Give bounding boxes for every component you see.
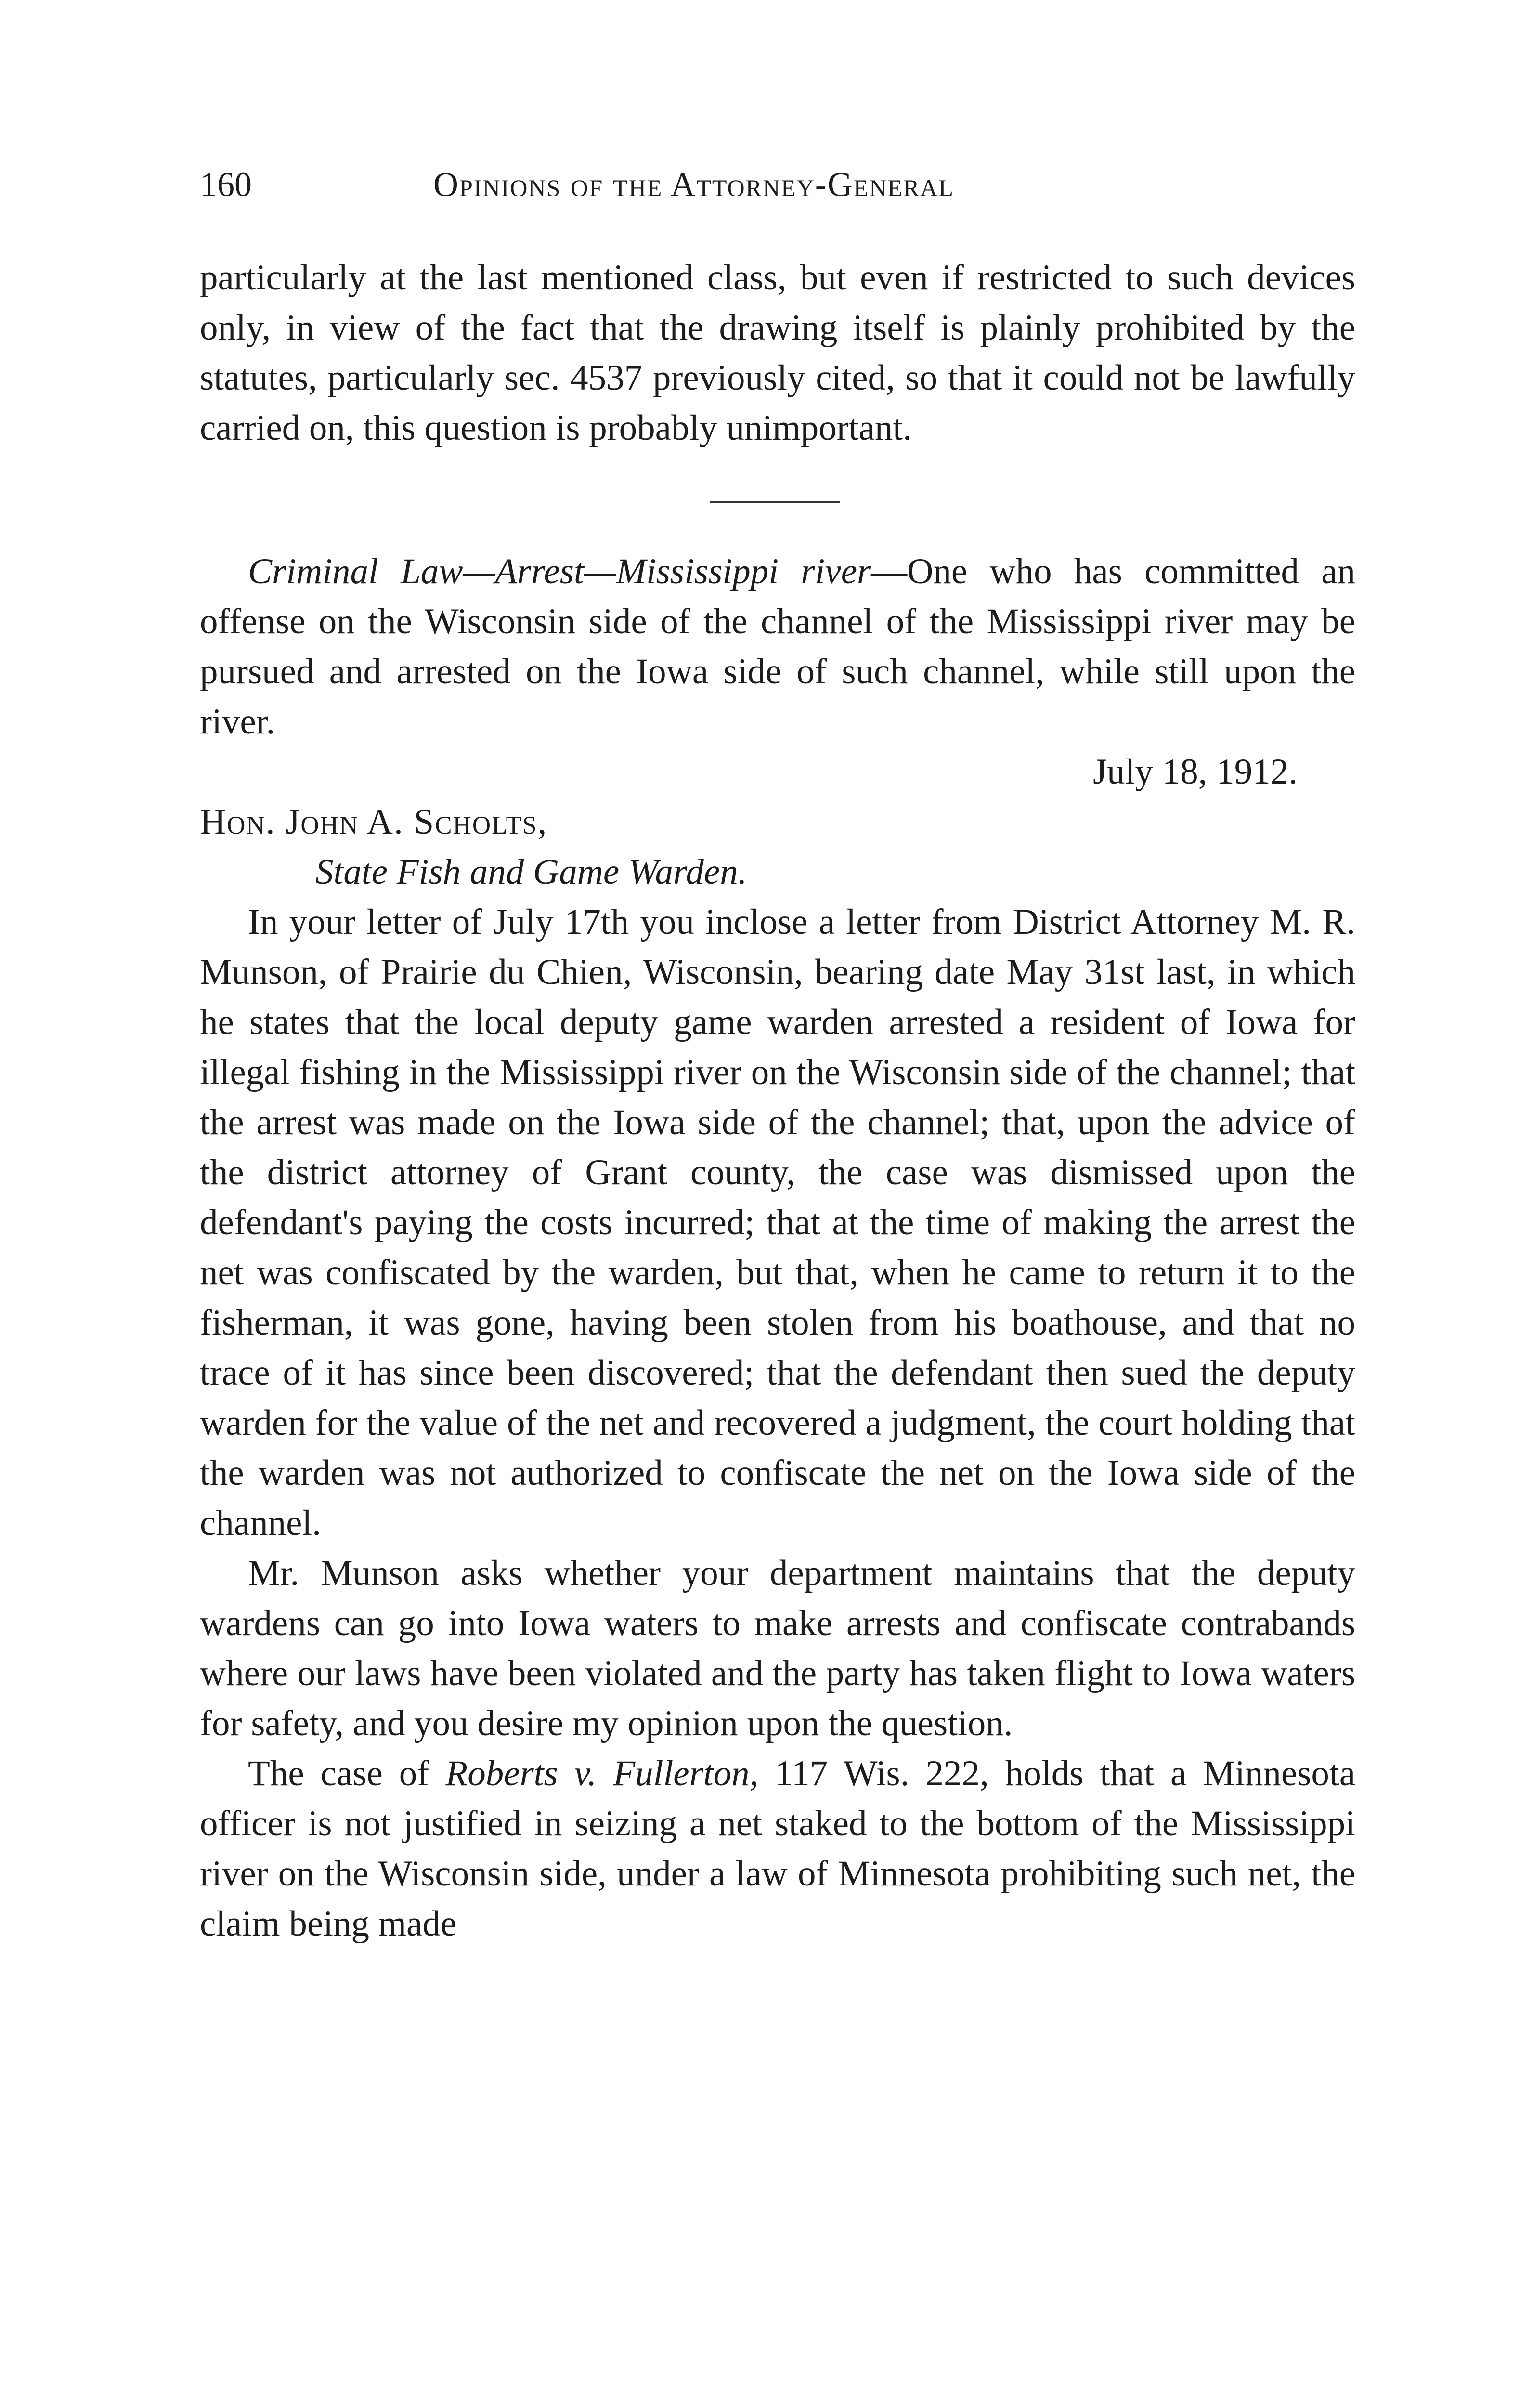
syllabus-text: —One who has committed an offense on the Wisconsin side of the channel of the Mississippi river may be pursued and arrested on the Iowa side of such channel, while still upon the river. [200,551,1355,742]
paragraph-3-rest: 117 Wis. 222, holds that a Minnesota officer is not justified in seizing a net staked to the bottom of the Mississippi river on the Wisconsin side, under a law of Minnesota prohibiting such net, the claim being made [200,1754,1355,1944]
body-paragraph-2: Mr. Munson asks whether your department maintains that the deputy wardens can go into Iowa waters to make arrests and confiscate contrabands where our laws have been violated and the party has taken flight to Iowa waters for safety, and you desire my opinion upon the question. [200,1553,1355,1743]
case-citation: Roberts v. Fullerton, [445,1754,759,1793]
paragraph-3-lead: The case of [248,1754,446,1793]
page-number: 160 [200,165,252,204]
addressee-name: Hon. John A. Scholts, [200,802,548,842]
syllabus-heading: Criminal Law—Arrest—Mississippi river [248,551,871,591]
body-paragraph-3 [200,1749,1355,1949]
section-divider [710,501,840,503]
running-head: Opinions of the Attorney-General [433,165,954,204]
continuation-paragraph: particularly at the last mentioned class, but even if restricted to such devices only, in view of the fact that the drawing itself is plainly prohibited by the statutes, particularly sec. 4537 previously cited, so that it could not be lawfully carried on, this question is probably unimportant. [200,258,1355,448]
page-body [200,253,1355,1949]
letter-date: July 18, 1912. [1092,752,1298,792]
addressee-title: State Fish and Game Warden. [315,852,747,892]
syllabus [200,547,1355,747]
body-paragraph-1: In your letter of July 17th you inclose a letter from District Attorney M. R. Munson, of Prairie du Chien, Wisconsin, bearing date May 31st last, in which he states that the local deputy game warden arrested a resident of Iowa for illegal fishing in the Mississippi river on the Wisconsin side of the channel; that the arrest was made on the Iowa side of the channel; that, upon the advice of the district attorney of Grant county, the case was dismissed upon the defendant's paying the costs incurred; that at the time of making the arrest the net was confiscated by the warden, but that, when he came to return it to the fisherman, it was gone, having been stolen from his boathouse, and that no trace of it has since been discovered; that the defendant then sued the deputy warden for the value of the net and recovered a judgment, the court holding that the warden was not authorized to confiscate the net on the Iowa side of the channel. [200,902,1355,1543]
